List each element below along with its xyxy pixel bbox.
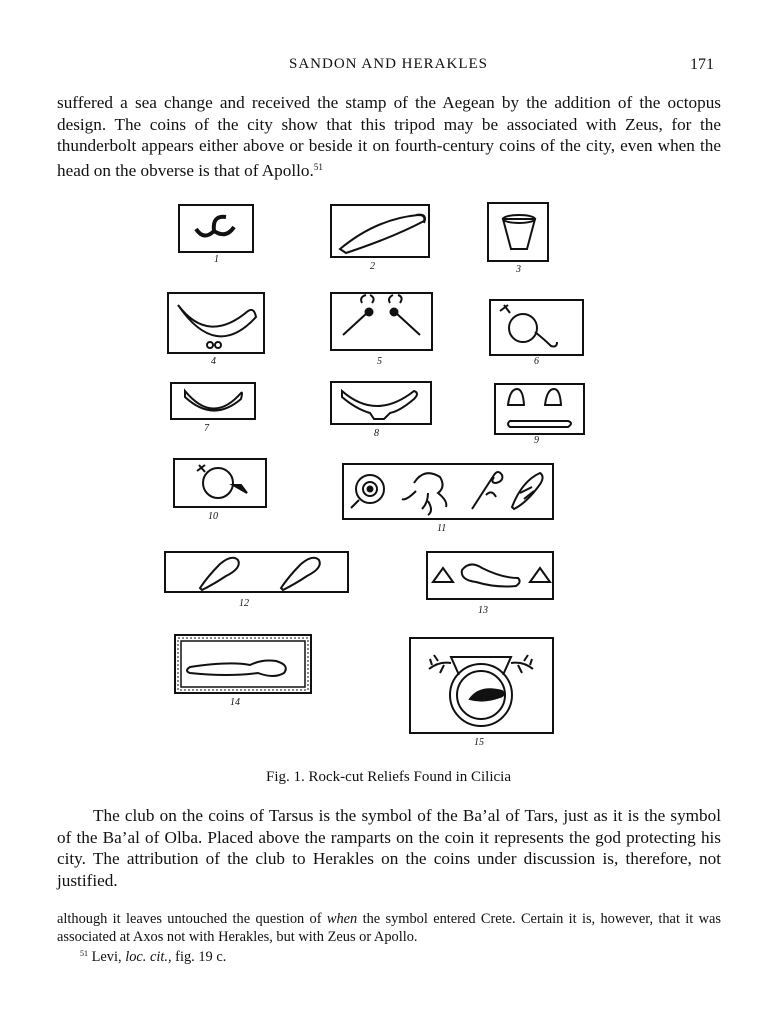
panel-label-8: 8: [374, 428, 379, 439]
relief-1: [179, 205, 253, 252]
panel-label-12: 12: [239, 598, 249, 609]
relief-5: [331, 293, 432, 350]
panel-label-10: 10: [208, 511, 218, 522]
panel-label-6: 6: [534, 356, 539, 367]
footnote-51: [80, 945, 226, 967]
relief-12: [165, 552, 348, 592]
relief-9: [495, 384, 584, 434]
relief-2: [331, 205, 429, 257]
relief-4: [168, 293, 264, 353]
panel-label-5: 5: [377, 356, 382, 367]
panel-label-7: 7: [204, 423, 209, 434]
running-head-title: SANDON AND HERAKLES: [288, 56, 488, 72]
footnote-continued-text-1: although it leaves untouched the question of: [57, 911, 322, 927]
panel-label-1: 1: [214, 254, 219, 265]
relief-6: [490, 300, 583, 355]
paragraph-1: [57, 92, 721, 181]
relief-15: [410, 638, 553, 733]
panel-label-13: 13: [478, 605, 488, 616]
relief-14: [175, 635, 311, 693]
relief-10: [174, 459, 266, 507]
footnote-continued: [57, 911, 721, 946]
relief-13: [427, 552, 553, 599]
panel-label-14: 14: [230, 697, 240, 708]
footnote-51-rest: fig. 19 c.: [175, 949, 227, 965]
page-number: 171: [690, 56, 714, 73]
panel-label-2: 2: [370, 261, 375, 272]
footnote-51-loc: loc. cit.,: [125, 949, 172, 965]
paragraph-2: The club on the coins of Tarsus is the symbol of the Ba’al of Tars, just as it is the symbol of the Ba’al of Olba. Placed above the ramparts on the coin it represents the god protecting his city. The attribution of the club to Herakles on the coins under discussion is, therefore, not justified.: [57, 806, 721, 890]
figure-rock-reliefs: [0, 195, 777, 755]
footnote-continued-emphasis: when: [326, 911, 358, 927]
relief-3: [488, 203, 548, 261]
footnote-continued-text-2: the symbol entered Crete. Certain it is, however, that it was associated at Axos not with Herakles, but with Zeus or Apollo.: [57, 911, 721, 945]
figure-caption: Fig. 1. Rock-cut Reliefs Found in Cilicia: [266, 769, 511, 785]
footnote-51-marker: 51: [80, 949, 88, 958]
footnote-51-author: Levi,: [91, 949, 122, 965]
panel-label-11: 11: [437, 523, 447, 534]
relief-7: [171, 383, 255, 419]
footnote-ref-51: 51: [313, 161, 323, 172]
relief-11: [343, 464, 553, 519]
panel-label-9: 9: [534, 435, 539, 446]
panel-label-3: 3: [516, 264, 521, 275]
running-head: [0, 56, 777, 78]
paragraph-1-text: suffered a sea change and received the stamp of the Aegean by the addition of the octopus design. The coins of the city show that this tripod may be associated with Zeus, for the thunderbolt appears either above or beside it on fourth-century coins of the city, even when the head on the obverse is that of Apollo.: [57, 93, 721, 180]
panel-label-15: 15: [474, 737, 484, 748]
relief-8: [331, 382, 431, 424]
panel-label-4: 4: [211, 356, 216, 367]
